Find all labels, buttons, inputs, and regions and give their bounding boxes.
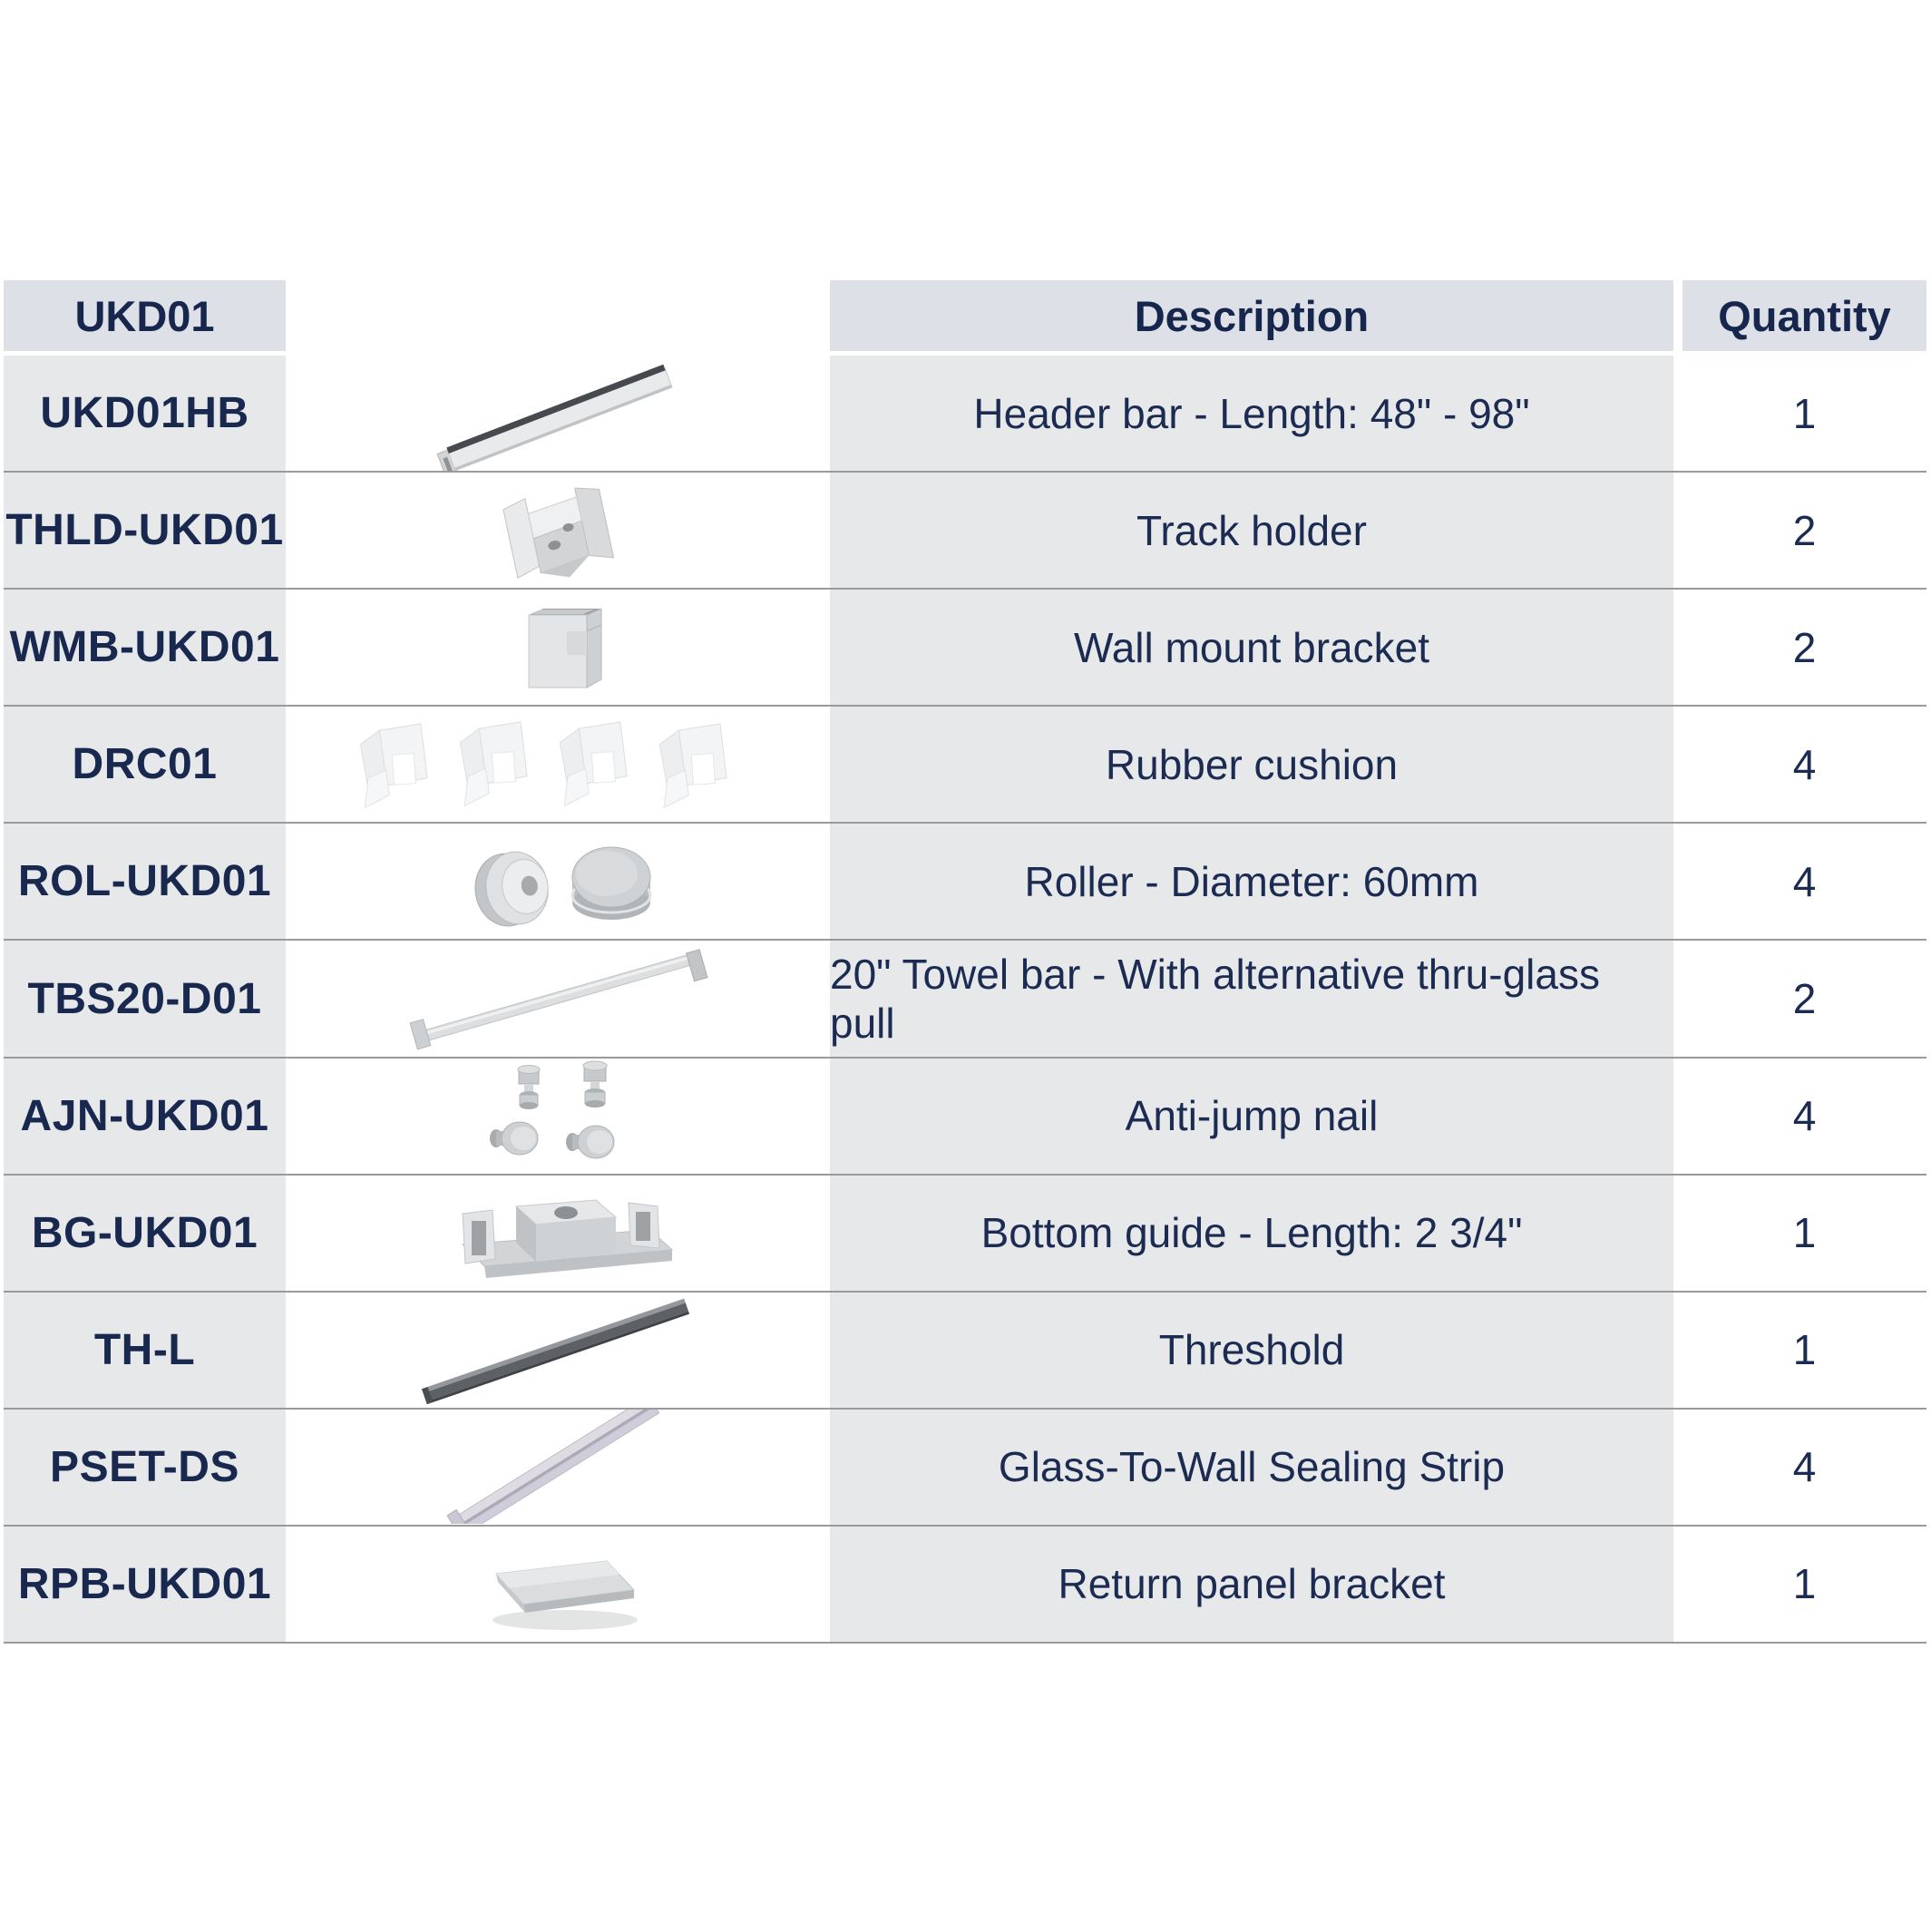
image-cell <box>295 824 821 939</box>
table-row <box>4 1410 1926 1527</box>
quantity-cell <box>1682 1410 1926 1525</box>
part-quantity: 1 <box>1792 1209 1817 1257</box>
table-row <box>4 356 1926 473</box>
sku-cell <box>4 1410 286 1525</box>
description-cell <box>830 1410 1673 1525</box>
header-cell-description <box>830 280 1673 351</box>
part-quantity: 1 <box>1792 1326 1817 1374</box>
part-description: Roller - Diameter: 60mm <box>1024 857 1479 905</box>
part-quantity: 4 <box>1792 740 1817 788</box>
sku-cell <box>4 1527 286 1642</box>
part-number: RPB-UKD01 <box>17 1559 272 1608</box>
image-cell <box>295 1293 821 1408</box>
part-number: TH-L <box>93 1325 196 1374</box>
quantity-cell <box>1682 590 1926 705</box>
sku-cell <box>4 1293 286 1408</box>
towel-bar-product-image <box>295 942 821 1056</box>
image-cell <box>295 707 821 822</box>
table-header-row <box>4 280 1926 351</box>
sku-cell <box>4 356 286 471</box>
image-cell <box>295 590 821 705</box>
description-cell <box>830 1293 1673 1408</box>
rubber-cushion-product-image <box>295 707 821 822</box>
part-description: Track holder <box>1136 506 1367 554</box>
part-description: Threshold <box>1158 1326 1345 1374</box>
part-description: Header bar - Length: 48" - 98" <box>973 389 1530 437</box>
quantity-cell <box>1682 1293 1926 1408</box>
roller-product-image <box>295 825 821 939</box>
bottom-guide-product-image <box>295 1176 821 1290</box>
glass-to-wall-sealing-strip-product-image <box>295 1410 821 1524</box>
part-quantity: 4 <box>1792 1443 1817 1491</box>
part-number: DRC01 <box>72 740 218 789</box>
sku-cell <box>4 824 286 939</box>
description-cell <box>830 590 1673 705</box>
sku-cell <box>4 1059 286 1174</box>
table-row <box>4 590 1926 707</box>
quantity-cell <box>1682 707 1926 822</box>
part-quantity: 2 <box>1792 975 1817 1023</box>
table-row <box>4 1293 1926 1410</box>
description-column-header: Description <box>1134 291 1370 340</box>
quantity-cell <box>1682 1527 1926 1642</box>
description-cell <box>830 1527 1673 1642</box>
header-cell-sku <box>4 280 286 351</box>
quantity-cell <box>1682 1176 1926 1291</box>
table-row <box>4 941 1926 1058</box>
description-cell <box>830 356 1673 471</box>
part-number: BG-UKD01 <box>31 1208 258 1257</box>
quantity-cell <box>1682 356 1926 471</box>
part-quantity: 4 <box>1792 857 1817 905</box>
part-description: Rubber cushion <box>1105 740 1399 788</box>
part-number: TBS20-D01 <box>27 974 262 1023</box>
part-quantity: 2 <box>1792 623 1817 671</box>
table-row <box>4 1527 1926 1644</box>
part-description: Wall mount bracket <box>1074 623 1429 671</box>
image-cell <box>295 1410 821 1525</box>
part-description: Anti-jump nail <box>1125 1092 1379 1140</box>
sku-cell <box>4 707 286 822</box>
part-quantity: 1 <box>1792 1560 1817 1608</box>
quantity-column-header: Quantity <box>1718 291 1891 340</box>
part-description: Bottom guide - Length: 2 3/4" <box>980 1209 1523 1257</box>
description-cell <box>830 941 1673 1056</box>
quantity-cell <box>1682 824 1926 939</box>
table-row <box>4 824 1926 941</box>
sku-cell <box>4 590 286 705</box>
image-cell <box>295 356 821 471</box>
part-number: WMB-UKD01 <box>9 623 280 672</box>
quantity-cell <box>1682 1059 1926 1174</box>
description-cell <box>830 1059 1673 1174</box>
wall-mount-bracket-product-image <box>295 590 821 705</box>
description-cell <box>830 1176 1673 1291</box>
part-description: Return panel bracket <box>1058 1560 1446 1608</box>
return-panel-bracket-product-image <box>295 1527 821 1641</box>
track-holder-product-image <box>295 473 821 588</box>
parts-table <box>4 280 1926 1644</box>
sku-cell <box>4 1176 286 1291</box>
table-row <box>4 473 1926 590</box>
part-quantity: 1 <box>1792 389 1817 437</box>
image-cell <box>295 1176 821 1291</box>
table-row <box>4 1059 1926 1176</box>
quantity-cell <box>1682 473 1926 588</box>
part-number: UKD01HB <box>40 389 249 438</box>
sku-cell <box>4 473 286 588</box>
part-number: ROL-UKD01 <box>17 857 272 906</box>
part-number: PSET-DS <box>50 1442 239 1491</box>
image-cell <box>295 1527 821 1642</box>
description-cell <box>830 473 1673 588</box>
quantity-cell <box>1682 941 1926 1056</box>
part-description: 20" Towel bar - With alternative thru-glass pull <box>830 951 1600 1048</box>
part-number: THLD-UKD01 <box>5 506 284 555</box>
sku-cell <box>4 941 286 1056</box>
image-cell <box>295 473 821 588</box>
threshold-product-image <box>295 1293 821 1407</box>
table-row <box>4 707 1926 824</box>
table-row <box>4 1176 1926 1293</box>
part-number: AJN-UKD01 <box>20 1091 269 1140</box>
anti-jump-nail-product-image <box>295 1059 821 1173</box>
part-quantity: 4 <box>1792 1092 1817 1140</box>
part-description: Glass-To-Wall Sealing Strip <box>998 1443 1506 1491</box>
image-cell <box>295 1059 821 1174</box>
description-cell <box>830 824 1673 939</box>
header-bar-product-image <box>295 356 821 471</box>
header-cell-image <box>295 280 821 351</box>
part-quantity: 2 <box>1792 506 1817 554</box>
sku-column-header: UKD01 <box>74 291 215 340</box>
header-cell-quantity <box>1682 280 1926 351</box>
description-cell <box>830 707 1673 822</box>
image-cell <box>295 941 821 1056</box>
